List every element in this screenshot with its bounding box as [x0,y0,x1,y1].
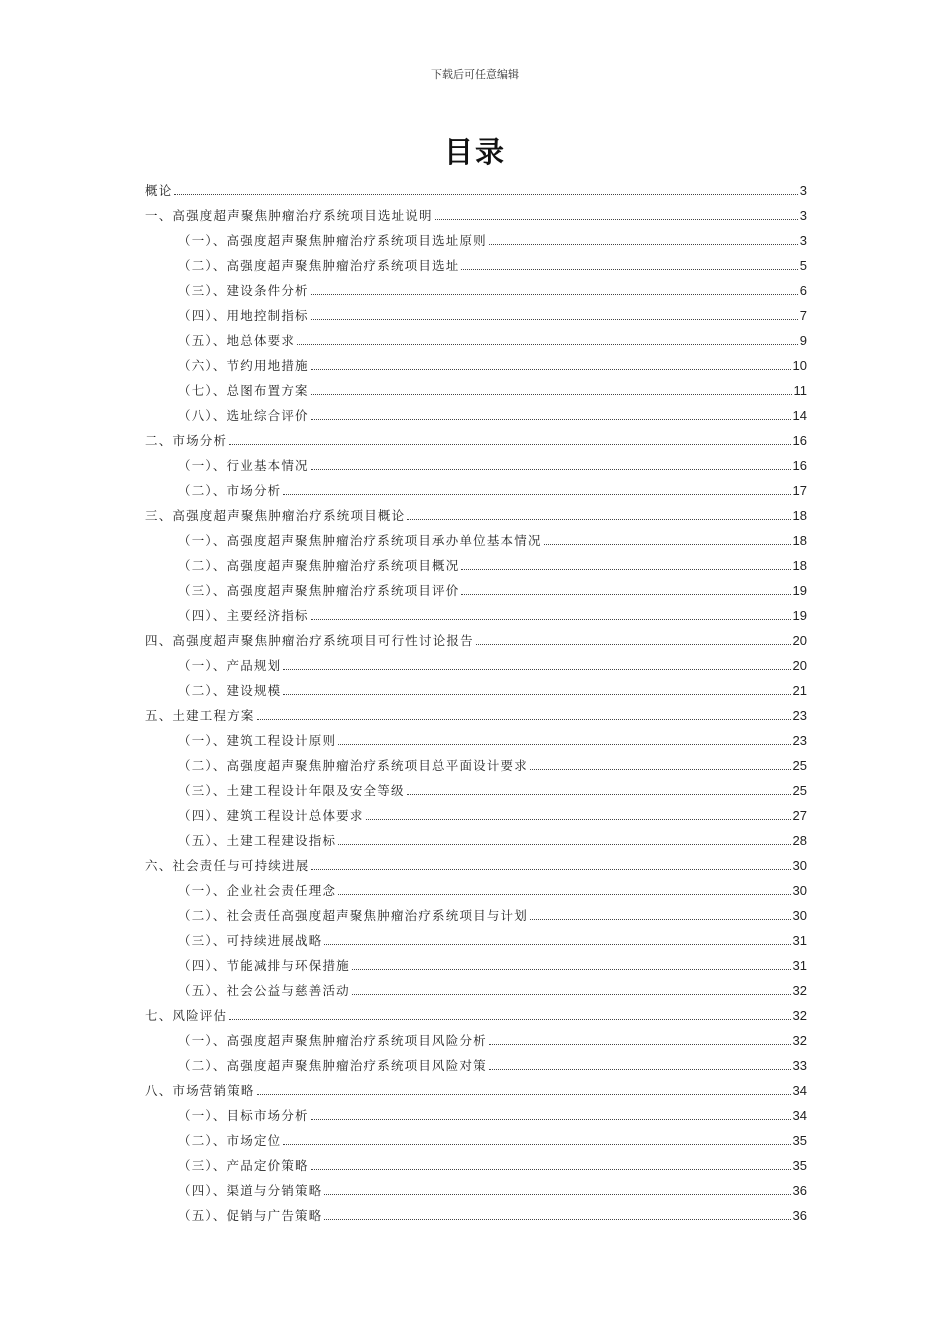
toc-entry-label: 三、高强度超声聚焦肿瘤治疗系统项目概论 [145,508,406,523]
toc-entry-label: 六、社会责任与可持续进展 [145,858,310,873]
toc-entry-label: （三）、可持续进展战略 [178,933,323,948]
dot-leader [476,644,791,645]
dot-leader [311,869,790,870]
toc-entry-label: （六）、节约用地措施 [178,358,309,373]
dot-leader [461,594,790,595]
toc-entry-label: 概论 [145,183,173,198]
toc-section-entry[interactable] [145,249,807,274]
toc-section-entry[interactable] [145,349,807,374]
toc-section-entry[interactable] [145,599,807,624]
toc-entry-label: 八、市场营销策略 [145,1083,255,1098]
toc-entry-page-number: 31 [792,933,807,948]
toc-section-entry[interactable] [145,299,807,324]
toc-entry-page-number: 31 [792,958,807,973]
toc-section-entry[interactable] [145,824,807,849]
table-of-contents [145,174,807,1224]
toc-title: 目录 [443,135,506,169]
toc-entry-page-number: 6 [799,283,807,298]
toc-entry-label: 四、高强度超声聚焦肿瘤治疗系统项目可行性讨论报告 [145,633,474,648]
toc-entry-label: （二）、高强度超声聚焦肿瘤治疗系统项目风险对策 [178,1058,487,1073]
toc-entry-label: （一）、高强度超声聚焦肿瘤治疗系统项目承办单位基本情况 [178,533,542,548]
toc-entry-label: （五）、土建工程建设指标 [178,833,337,848]
dot-leader [435,219,798,220]
dot-leader [229,1019,790,1020]
toc-section-entry[interactable] [145,874,807,899]
dot-leader [338,844,790,845]
toc-entry-label: （二）、建设规模 [178,683,282,698]
toc-entry-page-number: 32 [792,1008,807,1023]
toc-section-entry[interactable] [145,674,807,699]
dot-leader [324,1194,790,1195]
toc-entry-page-number: 17 [792,483,807,498]
dot-leader [489,1044,791,1045]
dot-leader [461,269,797,270]
dot-leader [311,1119,791,1120]
toc-entry-label: （一）、目标市场分析 [178,1108,309,1123]
toc-entry-label: （二）、高强度超声聚焦肿瘤治疗系统项目总平面设计要求 [178,758,528,773]
toc-entry-page-number: 16 [792,458,807,473]
toc-entry-label: （一）、建筑工程设计原则 [178,733,337,748]
dot-leader [283,494,790,495]
toc-chapter-entry[interactable] [145,199,807,224]
toc-entry-label: （四）、节能减排与环保措施 [178,958,350,973]
dot-leader [283,1144,790,1145]
toc-section-entry[interactable] [145,374,807,399]
toc-entry-label: （一）、企业社会责任理念 [178,883,337,898]
toc-entry-page-number: 25 [792,783,807,798]
toc-entry-label: （八）、选址综合评价 [178,408,309,423]
dot-leader [311,394,792,395]
toc-entry-page-number: 33 [792,1058,807,1073]
toc-section-entry[interactable] [145,224,807,249]
toc-entry-label: 二、市场分析 [145,433,228,448]
toc-entry-label: 五、土建工程方案 [145,708,255,723]
dot-leader [283,669,790,670]
toc-entry-page-number: 5 [799,258,807,273]
toc-section-entry[interactable] [145,974,807,999]
toc-section-entry[interactable] [145,774,807,799]
dot-leader [544,544,791,545]
dot-leader [311,319,798,320]
dot-leader [174,194,797,195]
toc-entry-page-number: 18 [792,533,807,548]
toc-entry-page-number: 19 [792,608,807,623]
toc-chapter-entry[interactable] [145,499,807,524]
toc-entry-label: （二）、市场定位 [178,1133,282,1148]
toc-section-entry[interactable] [145,949,807,974]
dot-leader [352,969,791,970]
toc-entry-page-number: 7 [799,308,807,323]
dot-leader [257,719,791,720]
toc-entry-page-number: 30 [792,883,807,898]
toc-section-entry[interactable] [145,649,807,674]
toc-entry-label: （三）、建设条件分析 [178,283,309,298]
toc-entry-page-number: 19 [792,583,807,598]
toc-entry-page-number: 36 [792,1208,807,1223]
toc-entry-label: （一）、行业基本情况 [178,458,309,473]
toc-entry-page-number: 14 [792,408,807,423]
toc-section-entry[interactable] [145,899,807,924]
toc-entry-label: （三）、土建工程设计年限及安全等级 [178,783,405,798]
dot-leader [461,569,790,570]
toc-section-entry[interactable] [145,1049,807,1074]
toc-entry-label: （四）、用地控制指标 [178,308,309,323]
toc-entry-page-number: 27 [792,808,807,823]
dot-leader [530,769,791,770]
toc-section-entry[interactable] [145,749,807,774]
toc-entry-page-number: 34 [792,1108,807,1123]
toc-entry-label: （三）、产品定价策略 [178,1158,309,1173]
dot-leader [407,519,790,520]
toc-section-entry[interactable] [145,524,807,549]
dot-leader [338,744,790,745]
toc-entry-label: （二）、市场分析 [178,483,282,498]
toc-entry-page-number: 16 [792,433,807,448]
toc-section-entry[interactable] [145,1099,807,1124]
dot-leader [311,369,791,370]
dot-leader [283,694,790,695]
toc-entry-label: （一）、产品规划 [178,658,282,673]
dot-leader [297,344,798,345]
dot-leader [229,444,790,445]
toc-entry-label: （一）、高强度超声聚焦肿瘤治疗系统项目风险分析 [178,1033,487,1048]
toc-entry-page-number: 3 [799,183,807,198]
toc-section-entry[interactable] [145,924,807,949]
toc-entry-page-number: 32 [792,1033,807,1048]
toc-entry-label: （五）、促销与广告策略 [178,1208,323,1223]
toc-chapter-entry[interactable] [145,624,807,649]
toc-section-entry[interactable] [145,399,807,424]
toc-entry-page-number: 34 [792,1083,807,1098]
toc-section-entry[interactable] [145,449,807,474]
toc-entry-label: （四）、建筑工程设计总体要求 [178,808,364,823]
toc-entry-label: （七）、总图布置方案 [178,383,309,398]
dot-leader [338,894,790,895]
toc-section-entry[interactable] [145,324,807,349]
toc-entry-page-number: 30 [792,858,807,873]
toc-entry-label: （四）、主要经济指标 [178,608,309,623]
toc-section-entry[interactable] [145,724,807,749]
toc-entry-page-number: 18 [792,558,807,573]
toc-chapter-entry[interactable] [145,1074,807,1099]
toc-entry-label: 一、高强度超声聚焦肿瘤治疗系统项目选址说明 [145,208,433,223]
toc-entry-page-number: 11 [793,383,807,398]
toc-entry-label: （二）、高强度超声聚焦肿瘤治疗系统项目选址 [178,258,460,273]
toc-chapter-entry[interactable] [145,999,807,1024]
toc-entry-page-number: 9 [799,333,807,348]
toc-chapter-entry[interactable] [145,424,807,449]
toc-section-entry[interactable] [145,1124,807,1149]
toc-section-entry[interactable] [145,1174,807,1199]
toc-entry-label: （三）、高强度超声聚焦肿瘤治疗系统项目评价 [178,583,460,598]
dot-leader [530,919,791,920]
toc-entry-page-number: 10 [792,358,807,373]
dot-leader [257,1094,791,1095]
dot-leader [311,619,791,620]
toc-entry-page-number: 20 [792,633,807,648]
toc-section-entry[interactable] [145,549,807,574]
dot-leader [324,1219,790,1220]
toc-entry-page-number: 28 [792,833,807,848]
toc-entry-page-number: 36 [792,1183,807,1198]
toc-chapter-entry[interactable] [145,699,807,724]
toc-chapter-entry[interactable] [145,849,807,874]
toc-section-entry[interactable] [145,574,807,599]
toc-entry-page-number: 32 [792,983,807,998]
dot-leader [489,244,798,245]
dot-leader [324,944,790,945]
toc-entry-page-number: 25 [792,758,807,773]
dot-leader [311,1169,791,1170]
dot-leader [311,294,798,295]
toc-entry-label: （二）、高强度超声聚焦肿瘤治疗系统项目概况 [178,558,460,573]
toc-entry-label: （二）、社会责任高强度超声聚焦肿瘤治疗系统项目与计划 [178,908,528,923]
toc-entry-label: 七、风险评估 [145,1008,228,1023]
dot-leader [352,994,791,995]
toc-section-entry[interactable] [145,274,807,299]
dot-leader [311,469,791,470]
toc-entry-label: （一）、高强度超声聚焦肿瘤治疗系统项目选址原则 [178,233,487,248]
dot-leader [489,1069,791,1070]
toc-entry-page-number: 20 [792,658,807,673]
toc-entry-page-number: 23 [792,733,807,748]
toc-chapter-entry[interactable] [145,174,807,199]
toc-entry-page-number: 18 [792,508,807,523]
toc-entry-page-number: 23 [792,708,807,723]
toc-section-entry[interactable] [145,1024,807,1049]
toc-entry-page-number: 35 [792,1133,807,1148]
toc-entry-page-number: 3 [799,233,807,248]
toc-entry-page-number: 3 [799,208,807,223]
toc-entry-page-number: 21 [792,683,807,698]
toc-entry-label: （四）、渠道与分销策略 [178,1183,323,1198]
page-header-note: 下载后可任意编辑 [431,68,519,81]
toc-entry-page-number: 30 [792,908,807,923]
toc-entry-label: （五）、社会公益与慈善活动 [178,983,350,998]
toc-entry-page-number: 35 [792,1158,807,1173]
toc-entry-label: （五）、地总体要求 [178,333,296,348]
toc-section-entry[interactable] [145,1199,807,1224]
dot-leader [407,794,791,795]
dot-leader [366,819,791,820]
toc-section-entry[interactable] [145,1149,807,1174]
toc-section-entry[interactable] [145,799,807,824]
toc-section-entry[interactable] [145,474,807,499]
dot-leader [311,419,791,420]
